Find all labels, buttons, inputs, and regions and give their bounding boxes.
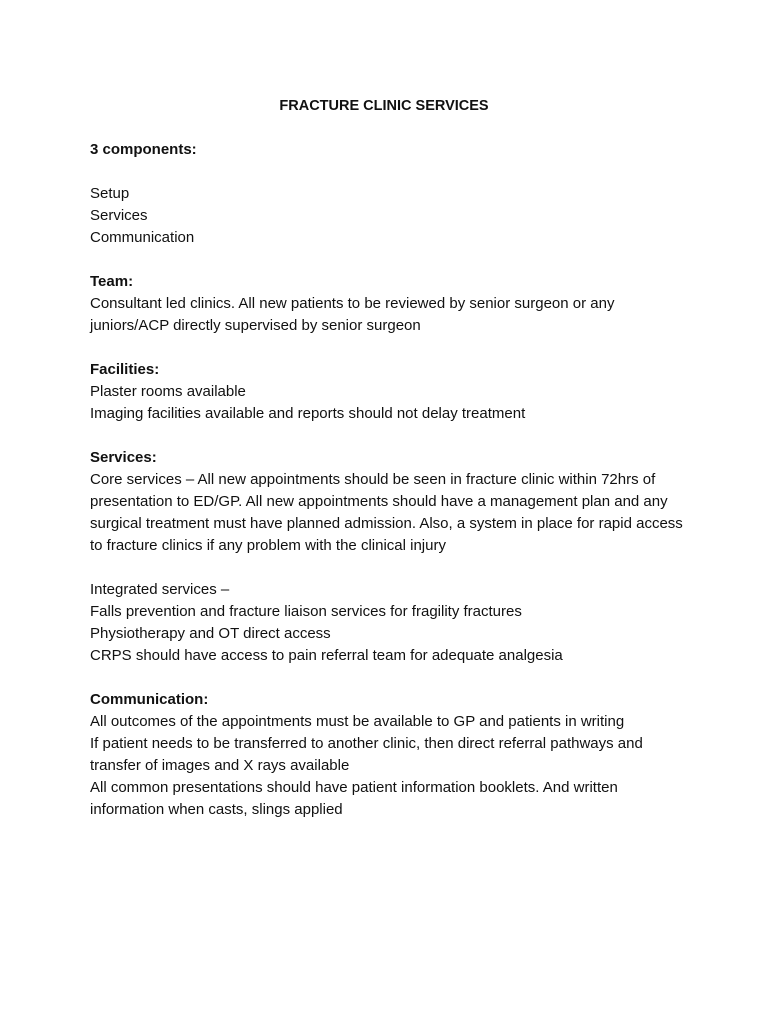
components-heading: 3 components: <box>90 141 197 158</box>
spacer <box>90 667 690 689</box>
integrated-service-item: Physiotherapy and OT direct access <box>90 625 331 642</box>
team-text: Consultant led clinics. All new patients to be reviewed by senior surgeon or any juniors/ACP directly supervised by senior surgeon <box>90 295 615 334</box>
spacer <box>90 249 690 271</box>
component-item: Setup <box>90 185 130 202</box>
spacer <box>90 161 690 183</box>
document-title: FRACTURE CLINIC SERVICES <box>279 98 489 114</box>
communication-line: All common presentations should have patient information booklets. And written information when casts, slings applied <box>90 779 618 818</box>
integrated-services-heading: Integrated services – <box>90 581 230 598</box>
integrated-service-item: Falls prevention and fracture liaison services for fragility fractures <box>90 603 522 620</box>
component-item: Communication <box>90 229 195 246</box>
core-services-text: Core services – All new appointments should be seen in fracture clinic within 72hrs of presentation to ED/GP. All new appointments should have a management plan and any surgical treatment must have planned admission. Also, a system in place for rapid access to fracture clinics if any problem with the clinical injury <box>90 471 683 554</box>
component-item: Services <box>90 207 148 224</box>
facilities-line: Imaging facilities available and reports should not delay treatment <box>90 405 526 422</box>
spacer <box>90 557 690 579</box>
spacer <box>90 337 690 359</box>
facilities-heading: Facilities: <box>90 361 160 378</box>
spacer <box>90 425 690 447</box>
team-heading: Team: <box>90 273 134 290</box>
facilities-line: Plaster rooms available <box>90 383 246 400</box>
communication-heading: Communication: <box>90 691 209 708</box>
communication-line: If patient needs to be transferred to another clinic, then direct referral pathways and transfer of images and X rays available <box>90 735 643 774</box>
services-heading: Services: <box>90 449 157 466</box>
integrated-service-item: CRPS should have access to pain referral team for adequate analgesia <box>90 647 563 664</box>
communication-line: All outcomes of the appointments must be available to GP and patients in writing <box>90 713 625 730</box>
document-body <box>90 95 690 821</box>
